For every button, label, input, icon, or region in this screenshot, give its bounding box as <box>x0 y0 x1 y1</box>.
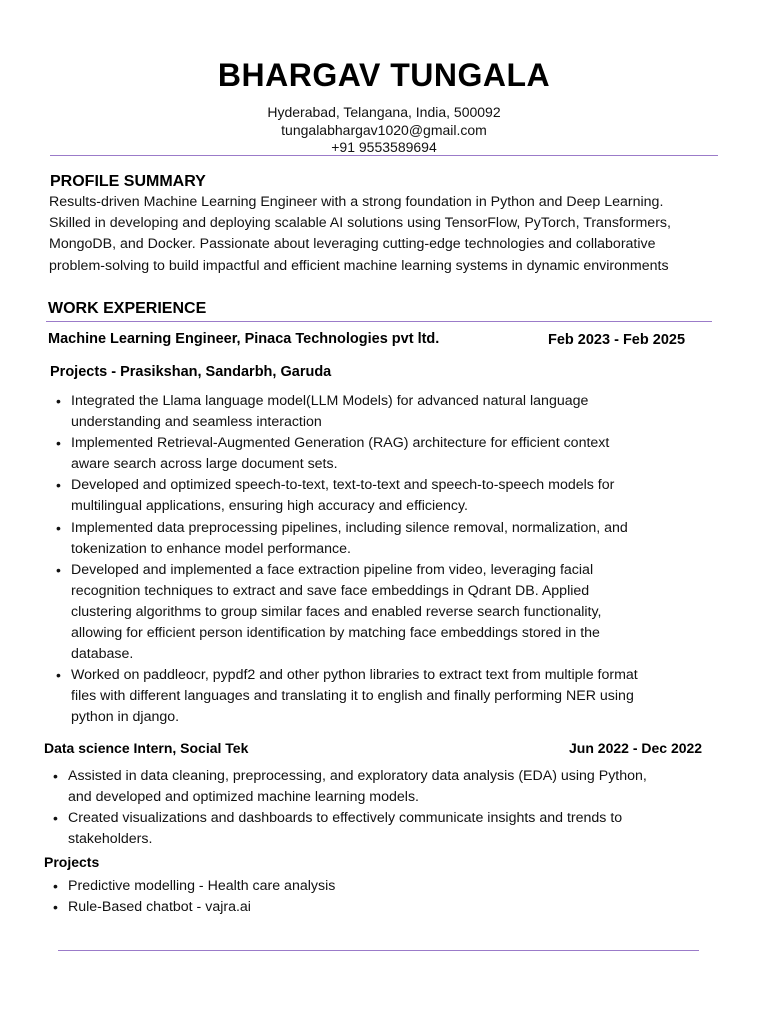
footer-divider <box>58 950 699 951</box>
job-dates: Feb 2023 - Feb 2025 <box>548 332 686 348</box>
profile-summary-text <box>49 192 749 277</box>
job-bullet-list <box>56 391 731 729</box>
bullet-icon: • <box>53 810 58 827</box>
bullet-icon: • <box>53 768 58 784</box>
job-title: Machine Learning Engineer, Pinaca Technologies pvt ltd. <box>48 331 440 347</box>
bullet-item: • Integrated the Llama language model(LLM Models) for advanced natural language understanding and seamless interaction <box>56 393 589 431</box>
project-item: • Predictive modelling - Health care analysis <box>68 876 668 897</box>
bullet-icon: • <box>53 878 58 894</box>
bullet-icon: • <box>56 561 61 578</box>
bullet-icon: • <box>56 519 61 536</box>
bullet-item: • Assisted in data cleaning, preprocessing, and exploratory data analysis (EDA) using Python, and developed and optimized machine learning models. <box>53 768 647 806</box>
candidate-name: BHARGAV TUNGALA <box>217 57 551 93</box>
job-bullet-list <box>53 766 738 850</box>
bullet-item: • Created visualizations and dashboards to effectively communicate insights and trends to stakeholders. <box>53 810 623 848</box>
job-projects-label: Projects - Prasikshan, Sandarbh, Garuda <box>50 364 332 380</box>
projects-label: Projects <box>44 854 100 870</box>
bullet-item: • Worked on paddleocr, pypdf2 and other python libraries to extract text from multiple format files with different languages and translating it to english and finally performing NER using python in django. <box>56 667 638 726</box>
bullet-icon: • <box>56 667 61 684</box>
contact-phone: +91 9553589694 <box>331 139 437 155</box>
profile-line: Skilled in developing and deploying scalable AI solutions using TensorFlow, PyTorch, Transformers, <box>49 215 671 232</box>
contact-email: tungalabhargav1020@gmail.com <box>281 122 487 138</box>
header-divider <box>50 155 718 156</box>
projects-list <box>53 876 668 918</box>
contact-address: Hyderabad, Telangana, India, 500092 <box>267 104 501 120</box>
job-dates: Jun 2022 - Dec 2022 <box>569 740 703 756</box>
project-item: • Rule-Based chatbot - vajra.ai <box>68 897 668 918</box>
profile-line: problem-solving to build impactful and efficient machine learning systems in dynamic environments <box>49 257 669 274</box>
work-experience-title: WORK EXPERIENCE <box>48 300 207 317</box>
bullet-icon: • <box>56 393 61 409</box>
bullet-icon: • <box>53 899 58 916</box>
bullet-item: • Implemented data preprocessing pipelines, including silence removal, normalization, and tokenization to enhance model performance. <box>56 519 628 557</box>
bullet-item: • Developed and implemented a face extraction pipeline from video, leveraging facial recognition techniques to extract and save face embeddings in Qdrant DB. Applied clustering algorithms to group similar faces and enabled reverse search functionality, allowing for efficient person identification by matching face embeddings stored in the database. <box>56 561 602 663</box>
profile-summary-title: PROFILE SUMMARY <box>50 173 206 190</box>
profile-line: MongoDB, and Docker. Passionate about leveraging cutting-edge technologies and collaborative <box>49 236 656 253</box>
bullet-icon: • <box>56 435 61 452</box>
job-title: Data science Intern, Social Tek <box>44 740 249 756</box>
work-experience-divider <box>46 321 712 322</box>
bullet-icon: • <box>56 477 61 494</box>
bullet-item: • Developed and optimized speech-to-text, text-to-text and speech-to-speech models for multilingual applications, ensuring high accuracy and efficiency. <box>56 477 615 515</box>
profile-line: Results-driven Machine Learning Engineer with a strong foundation in Python and Deep Learning. <box>49 194 664 210</box>
bullet-item: • Implemented Retrieval-Augmented Generation (RAG) architecture for efficient context aware search across large document sets. <box>56 435 610 473</box>
